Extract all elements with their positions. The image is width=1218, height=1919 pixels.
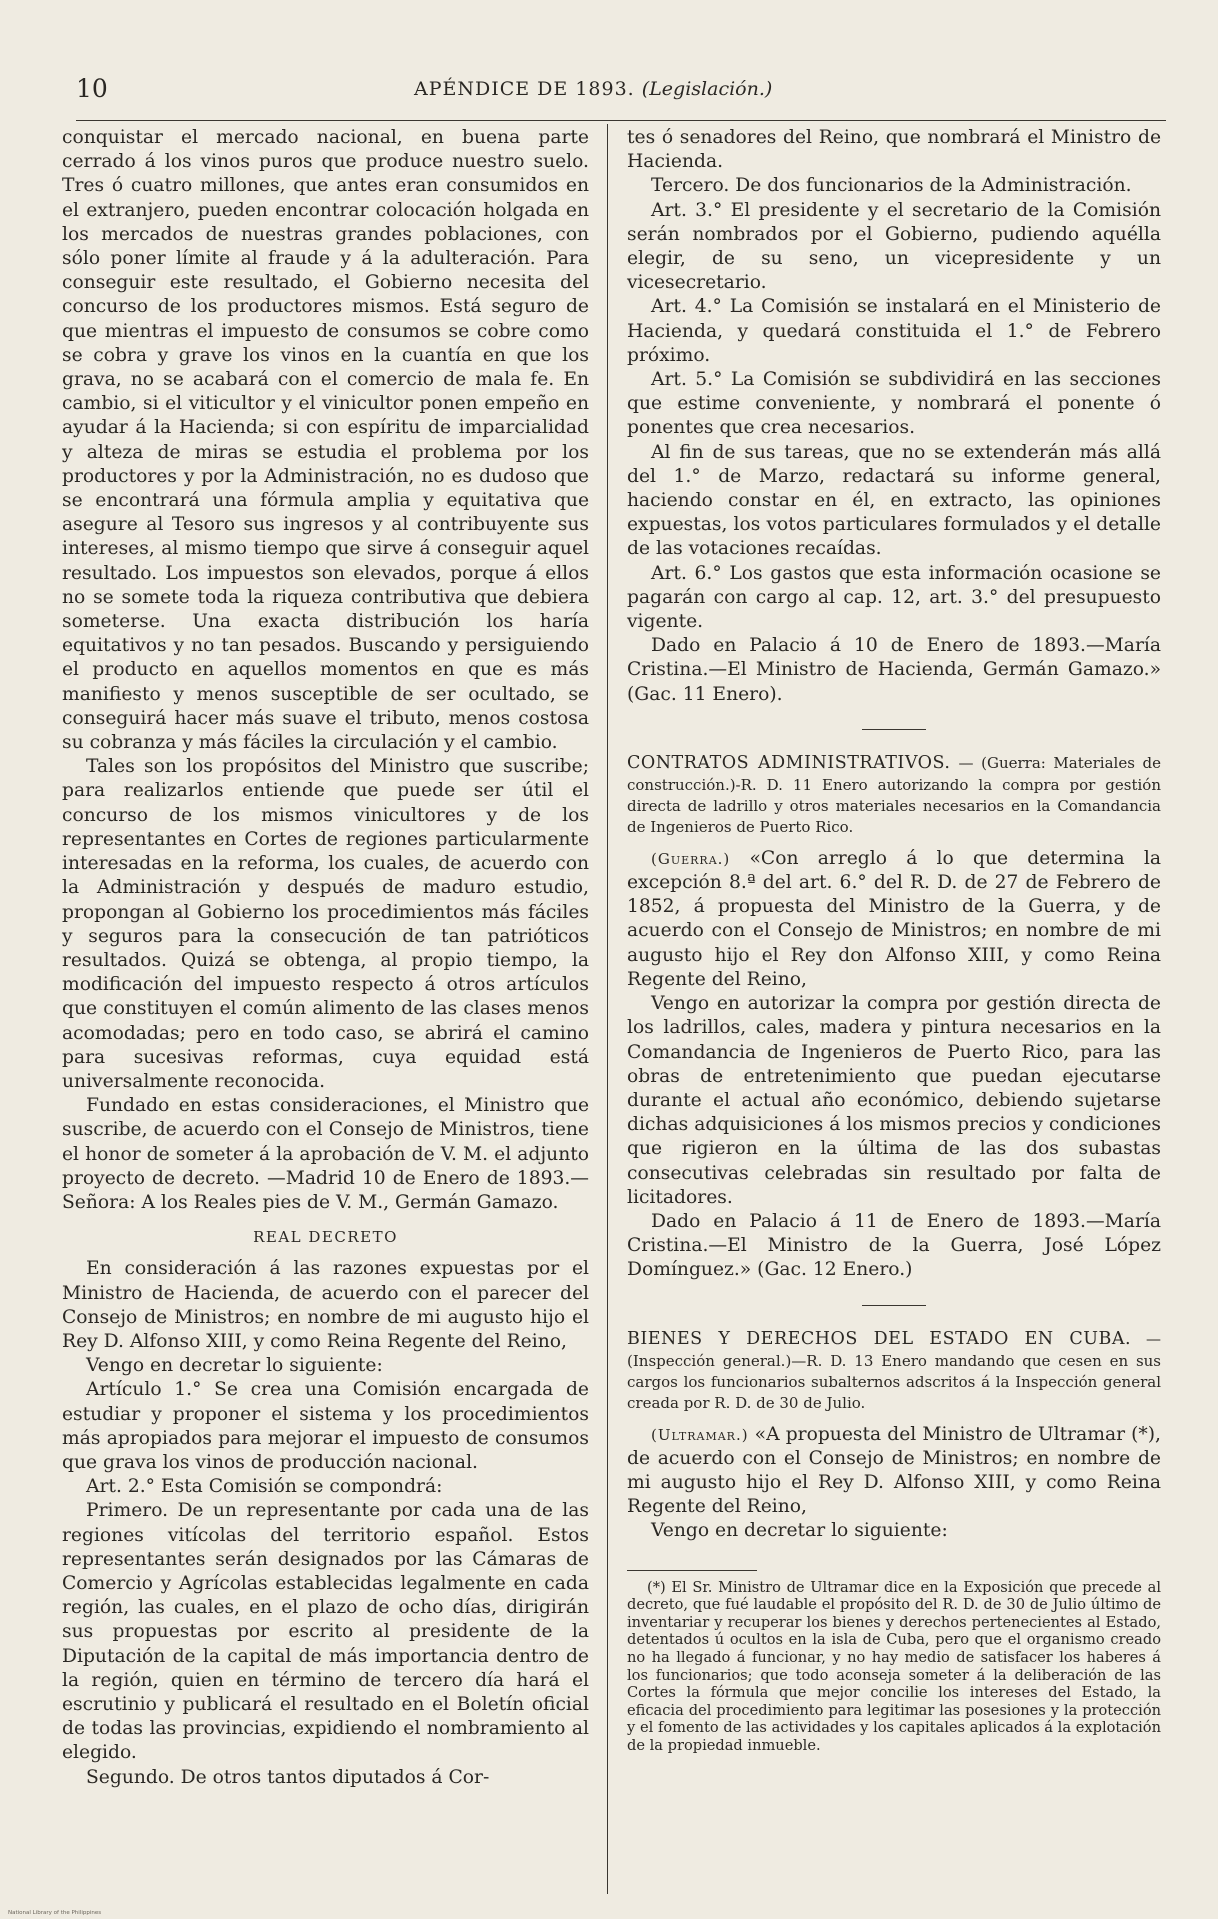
ultramar-text: «A propuesta del Ministro de Ultramar (*), de acuerdo con el Consejo de Ministros; en nombre de mi augusto hijo el Rey D. Alfonso XIII, y como Reina Regente del Reino, [627,1423,1161,1518]
paragraph: Vengo en decretar lo siguiente: [651,1520,948,1542]
paragraph: Vengo en autorizar la compra por gestión directa de los ladrillos, cales, madera y pintura necesarios en la Comandancia de Ingenieros de Puerto Rico, para las obras de entretenimiento que puedan ejecutarse durante el actual año económico, debiendo sujetarse dichas adquisiciones á los mismos precios y condiciones que rigieron en la última de las dos subastas consecutivas celebradas sin resultado por falta de licitadores. [627,993,1161,1208]
guerra-label: (Guerra.) [651,849,731,868]
contratos-section [627,752,1161,837]
paragraph: Fundado en estas consideraciones, el Ministro que suscribe, de acuerdo con el Consejo de Ministros, tiene el honor de someter á la aprobación de V. M. el adjunto proyecto de decreto. —Madrid 10 de Enero de 1893.—Señora: A los Reales pies de V. M., Germán Gamazo. [62,1095,589,1213]
footnote-rule [627,1570,757,1571]
header-rule [76,120,1166,121]
segundo-clause: Segundo. De otros tantos diputados á Cor- [86,1766,490,1788]
real-decreto-heading: REAL DECRETO [253,1228,398,1247]
running-title [414,78,772,100]
article-2: Art. 2.° Esta Comisión se compondrá: [86,1476,443,1498]
paragraph: Tales son los propósitos del Ministro que suscribe; para realizarlos entiende que puede ser útil el concurso de los mismos vinicultores y de los representantes en Cortes de regiones particularmente interesadas en la reforma, los cuales, de acuerdo con la Administración y después de maduro estudio, propongan al Gobierno los procedimientos más fáciles y seguros para la consecución de tan patrióticos resultados. Quizá se obtenga, al propio tiempo, la modificación del impuesto respecto á otros artículos que constituyen el común alimento de las clases menos acomodadas; pero en todo caso, se abrirá el camino para sucesivas reformas, cuya equidad está universalmente reconocida. [62,756,589,1092]
ultramar-label: (Ultramar.) [651,1425,749,1444]
footnote: (*) El Sr. Ministro de Ultramar dice en la Exposición que precede al decreto, que fué laudable el propósito del R. D. de 30 de Julio último de inventariar y recuperar los bienes y derechos pertenecientes al Estado, detentados ú ocultos en la isla de Cuba, pero que el organismo creado no ha llegado á funcionar, y no hay medio de satisfacer los haberes á los funcionarios; que todo aconseja someter á la deliberación de las Cortes la fórmula que mejor concilie los intereses del Estado, la eficacia del procedimiento para legitimar las posesiones y la protección y el fomento de las actividades y los capitales aplicados á la explotación de la propiedad inmueble. [627,1578,1161,1754]
running-title-main: APÉNDICE DE 1893. [414,78,635,100]
article-1: Artículo 1.° Se crea una Comisión encargada de estudiar y proponer el sistema y los procedimientos más apropiados para mejorar el impuesto de consumos que grava los vinos de producción nacional. [62,1379,589,1473]
right-column [627,126,1161,1754]
primero-clause: Primero. De un representante por cada una de las regiones vitícolas del territorio español. Estos representantes serán designados por las Cámaras de Comercio y Agrícolas establecidas legalmente en cada región, las cuales, en el plazo de ocho días, dirigirán sus propuestas por escrito al presidente de la Diputación de la capital de más importancia dentro de la región, quien en término de tercero día hará el escrutinio y publicará el resultado en el Boletín oficial de todas las provincias, expidiendo el nombramiento al elegido. [62,1500,589,1764]
guerra-decree [627,847,1161,992]
page-number: 10 [76,74,108,103]
section-separator [862,1305,926,1306]
tercero-clause: Tercero. De dos funcionarios de la Administración. [651,175,1132,197]
paragraph: En consideración á las razones expuestas por el Ministro de Hacienda, de acuerdo con el parecer del Consejo de Ministros; en nombre de mi augusto hijo el Rey D. Alfonso XIII, y como Reina Regente del Reino, [62,1258,589,1352]
article-4: Art. 4.° La Comisión se instalará en el Ministerio de Hacienda, y quedará constituida el 1.° de Febrero próximo. [627,296,1161,366]
left-column [62,126,589,1790]
section-separator [862,729,926,730]
article-6: Art. 6.° Los gastos que esta información ocasione se pagarán con cargo al cap. 12, art. 3.° del presupuesto vigente. [627,562,1161,633]
ultramar-decree [627,1423,1161,1520]
bienes-heading: BIENES Y DERECHOS DEL ESTADO EN CUBA. [627,1328,1132,1349]
contratos-heading: CONTRATOS ADMINISTRATIVOS. [627,752,951,773]
bienes-intro: —(Inspección general.)—R. D. 13 Enero mandando que cesen en sus cargos los funcionarios subalternos adscritos á la Inspección general creada por R. D. de 30 de Julio. [627,1329,1161,1412]
contratos-intro: — (Guerra: Materiales de construcción.)-R. D. 11 Enero autorizando la compra por gestión directa de ladrillo y otros materiales necesarios en la Comandancia de Ingenieros de Puerto Rico. [627,753,1162,836]
scan-credit: National Library of the Philippines [8,1910,102,1916]
bienes-section [627,1328,1161,1413]
signature-block: Dado en Palacio á 10 de Enero de 1893.—María Cristina.—El Ministro de Hacienda, Germán Gamazo.» (Gac. 11 Enero). [627,635,1161,705]
article-5: Art. 5.° La Comisión se subdividirá en las secciones que estime conveniente, y nombrará el ponente ó ponentes que crea necesarios. [627,369,1161,439]
article-3: Art. 3.° El presidente y el secretario de la Comisión serán nombrados por el Gobierno, pudiendo aquélla elegir, de su seno, un vicepresidente y un vicesecretario. [627,199,1161,294]
signature-block: Dado en Palacio á 11 de Enero de 1893.—María Cristina.—El Ministro de la Guerra, José López Domínguez.» (Gac. 12 Enero.) [627,1210,1161,1281]
paragraph: Al fin de sus tareas, que no se extenderán más allá del 1.° de Marzo, redactará su informe general, haciendo constar en él, en extracto, las opiniones expuestas, los votos particulares formulados y el detalle de las votaciones recaídas. [627,441,1161,560]
running-title-sub: (Legislación.) [641,78,773,100]
guerra-text: «Con arreglo á lo que determina la excepción 8.ª del art. 6.° del R. D. de 27 de Febrero de 1852, á propuesta del Ministro de la Guerra, y de acuerdo con el Consejo de Ministros; en nombre de mi augusto hijo el Rey don Alfonso XIII, y como Reina Regente del Reino, [627,847,1161,990]
page-header [76,74,1166,108]
paragraph: conquistar el mercado nacional, en buena parte cerrado á los vinos puros que produce nuestro suelo. Tres ó cuatro millones, que antes eran consumidos en el extranjero, pueden encontrar colocación holgada en los mercados de nuestras grandes poblaciones, con sólo poner límite al fraude y á la adulteración. Para conseguir este resultado, el Gobierno necesita del concurso de los productores mismos. Está seguro de que mientras el impuesto de consumos se cobre como se cobra y grave los vinos en la cuantía en que los grava, no se acabará con el comercio de mala fe. En cambio, si el viticultor y el vinicultor ponen empeño en ayudar á la Hacienda; si con espíritu de imparcialidad y alteza de miras se estudia el problema por los productores y por la Administración, no es dudoso que se encontrará una fórmula amplia y equitativa que asegure al Tesoro sus ingresos y al contribuyente sus intereses, al mismo tiempo que sirve á conseguir aquel resultado. Los impuestos son elevados, porque á ellos no se somete toda la riqueza contributiva que debiera someterse. Una exacta distribución los haría equitativos y no tan pesados. Buscando y persiguiendo el producto en aquellos momentos en que es más manifiesto y menos susceptible de ser ocultado, se conseguirá hacer más suave el tributo, menos costosa su cobranza y más fáciles la circulación y el cambio. [62,127,589,754]
paragraph: tes ó senadores del Reino, que nombrará el Ministro de Hacienda. [627,127,1161,173]
column-divider [607,124,608,1894]
paragraph: Vengo en decretar lo siguiente: [86,1355,383,1377]
